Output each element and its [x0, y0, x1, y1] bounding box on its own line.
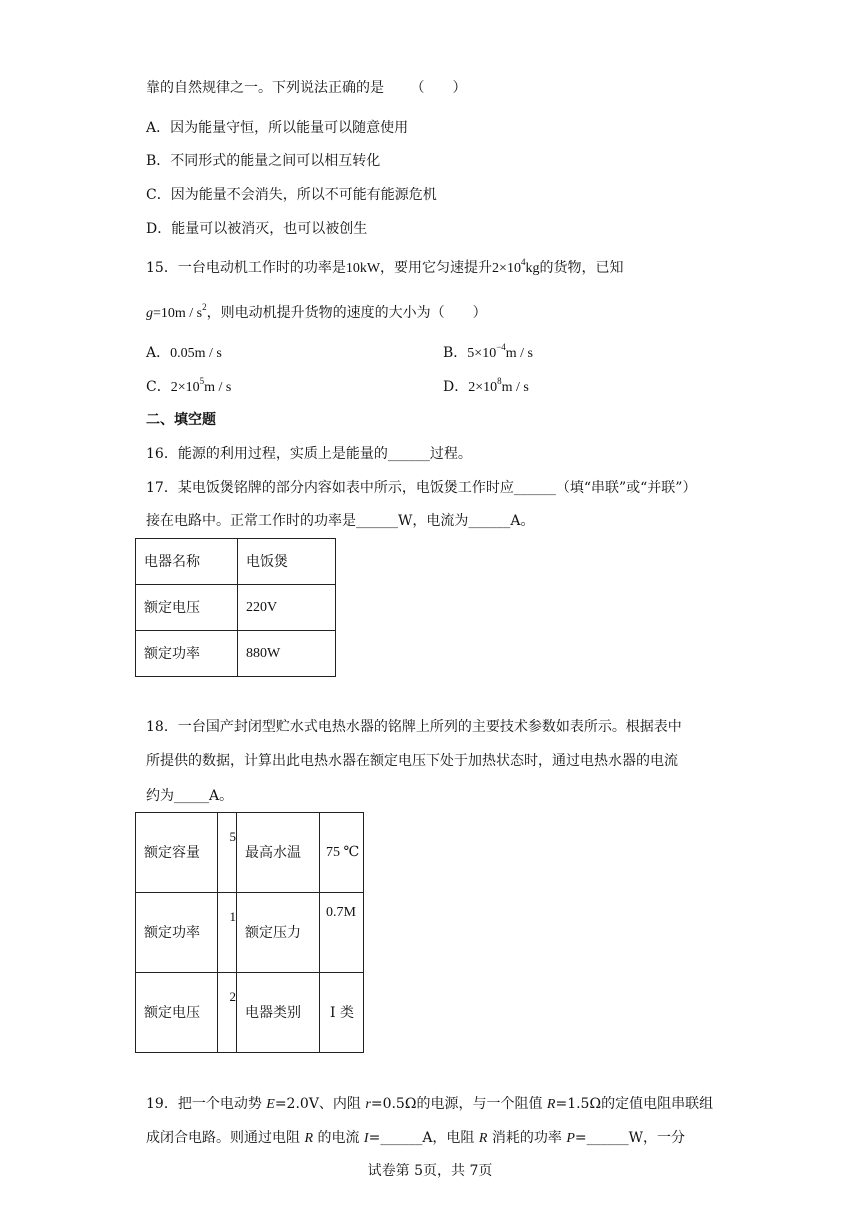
table-cell: 额定电压 [136, 973, 218, 1053]
q19-text-c: =0.5Ω的电源，与一个阻值 [370, 1096, 547, 1112]
q14-option-d: D．能量可以被消灭，也可以被创生 [146, 221, 368, 237]
q19-text-b: =2.0V、内阻 [274, 1096, 366, 1112]
table-cell: Ⅰ 类 [320, 973, 364, 1053]
q15-option-b-exp: −4 [496, 342, 506, 352]
table-cell: 880W [238, 631, 336, 677]
q19-line1 [146, 1094, 713, 1115]
q15-option-c-exp: 5 [199, 376, 205, 386]
q18-line3: 约为_____A。 [146, 788, 234, 804]
q19-text-i: =______W，一分 [574, 1130, 686, 1146]
q19-text-f: 的电流 [313, 1130, 364, 1146]
q15-mass [492, 257, 540, 276]
q15-option-b-label: B． [443, 345, 468, 361]
table-cell: 电器名称 [136, 539, 238, 585]
table-row [136, 893, 364, 973]
q15-line2 [146, 303, 487, 324]
table-row [136, 631, 336, 677]
q14-stem-text: 靠的自然规律之一。下列说法正确的是 [146, 80, 384, 96]
q14-option-a: A．因为能量守恒，所以能量可以随意使用 [146, 120, 409, 136]
q15-text-post: 的货物，已知 [539, 260, 624, 276]
q15-g-exp: 2 [202, 302, 207, 312]
q19-symbol-P: P [566, 1131, 575, 1146]
q19-text-a: 19．把一个电动势 [146, 1096, 267, 1112]
q15-option-d [443, 377, 529, 398]
q19-line2 [146, 1128, 685, 1149]
table-cell: 额定电压 [136, 585, 238, 631]
q19-symbol-R-3: R [478, 1131, 488, 1146]
q17-line2: 接在电路中。正常工作时的功率是______W，电流为______A。 [146, 513, 535, 529]
table-cell: 0.7M [320, 893, 364, 973]
table-cell: 额定功率 [136, 893, 218, 973]
q15-text-mid: ，要用它匀速提升 [380, 260, 493, 276]
q15-mass-exp: 4 [520, 257, 526, 267]
table-cell: 5 [218, 813, 237, 893]
q15-g-symbol: g [146, 306, 153, 321]
q15-line1 [146, 258, 623, 279]
table-cell: 电器类别 [237, 973, 320, 1053]
table-row [136, 539, 336, 585]
q15-option-c-value [170, 376, 232, 395]
water-heater-nameplate-table [135, 812, 364, 1053]
table-cell: 额定功率 [136, 631, 238, 677]
page-footer: 试卷第 5页，共 7页 [367, 1163, 493, 1179]
table-cell: 电饭煲 [238, 539, 336, 585]
q15-option-a-value: 0.05m / s [170, 346, 222, 361]
q15-mass-base: 2×10 [492, 261, 521, 276]
table-cell: 1 [218, 893, 237, 973]
q19-text-e: 成闭合电路。则通过电阻 [146, 1130, 305, 1146]
q19-symbol-R-2: R [304, 1131, 314, 1146]
q15-option-c-unit: m / s [204, 380, 232, 395]
q15-g-value: =10m / s [153, 306, 203, 321]
table-cell: 最高水温 [237, 813, 320, 893]
table-cell: 75 ℃ [320, 813, 364, 893]
rice-cooker-nameplate-table [135, 538, 336, 677]
q15-option-a-label: A． [146, 345, 171, 361]
q15-option-c-base: 2×10 [170, 380, 200, 395]
q15-text-line2: ，则电动机提升货物的速度的大小为（ ） [206, 305, 487, 321]
q15-option-b-unit: m / s [505, 346, 534, 361]
table-cell: 额定容量 [136, 813, 218, 893]
q15-text-pre: 15．一台电动机工作时的功率是 [146, 260, 346, 276]
section-title-fill-blank: 二、填空题 [146, 412, 216, 428]
q19-symbol-r: r [365, 1097, 371, 1112]
q15-option-d-unit: m / s [501, 380, 529, 395]
table-cell: 2 [218, 973, 237, 1053]
q15-option-c [146, 377, 231, 398]
q15-option-b [443, 343, 533, 364]
q19-symbol-I: I [363, 1131, 369, 1146]
q19-text-h: 消耗的功率 [487, 1130, 567, 1146]
table-row [136, 585, 336, 631]
table-cell: 220V [238, 585, 336, 631]
table-row [136, 813, 364, 893]
q15-option-d-value [468, 376, 529, 395]
q18-line2: 所提供的数据，计算出此电热水器在额定电压下处于加热状态时，通过电热水器的电流 [146, 753, 678, 769]
q19-text-d: =1.5Ω的定值电阻串联组 [555, 1096, 714, 1112]
q16-text: 16．能源的利用过程，实质上是能量的______过程。 [146, 446, 472, 462]
table-row [136, 973, 364, 1053]
q15-option-d-base: 2×10 [468, 380, 498, 395]
q15-power: 10kW [345, 261, 381, 276]
q19-text-g: =______A，电阻 [368, 1130, 479, 1146]
q15-option-d-label: D． [443, 379, 469, 395]
q15-option-c-label: C． [146, 379, 171, 395]
q18-line1: 18．一台国产封闭型贮水式电热水器的铭牌上所列的主要技术参数如表所示。根据表中 [146, 719, 682, 735]
q15-option-b-base: 5×10 [467, 346, 497, 361]
q19-symbol-R: R [546, 1097, 556, 1112]
q17-line1: 17．某电饭煲铭牌的部分内容如表中所示，电饭煲工作时应______（填“串联”或“并联”） [146, 480, 697, 496]
q15-option-a [146, 343, 222, 364]
q15-mass-unit: kg [525, 261, 540, 276]
q14-option-c: C．因为能量不会消失，所以不可能有能源危机 [146, 187, 437, 203]
q14-stem [146, 78, 466, 98]
q14-bracket: （ ） [410, 80, 467, 96]
table-cell: 额定压力 [237, 893, 320, 973]
q15-option-b-value [467, 342, 534, 361]
q19-symbol-e: E [266, 1097, 275, 1112]
q15-g [146, 302, 207, 321]
q15-option-d-exp: 8 [497, 376, 502, 386]
q14-option-b: B．不同形式的能量之间可以相互转化 [146, 153, 381, 169]
